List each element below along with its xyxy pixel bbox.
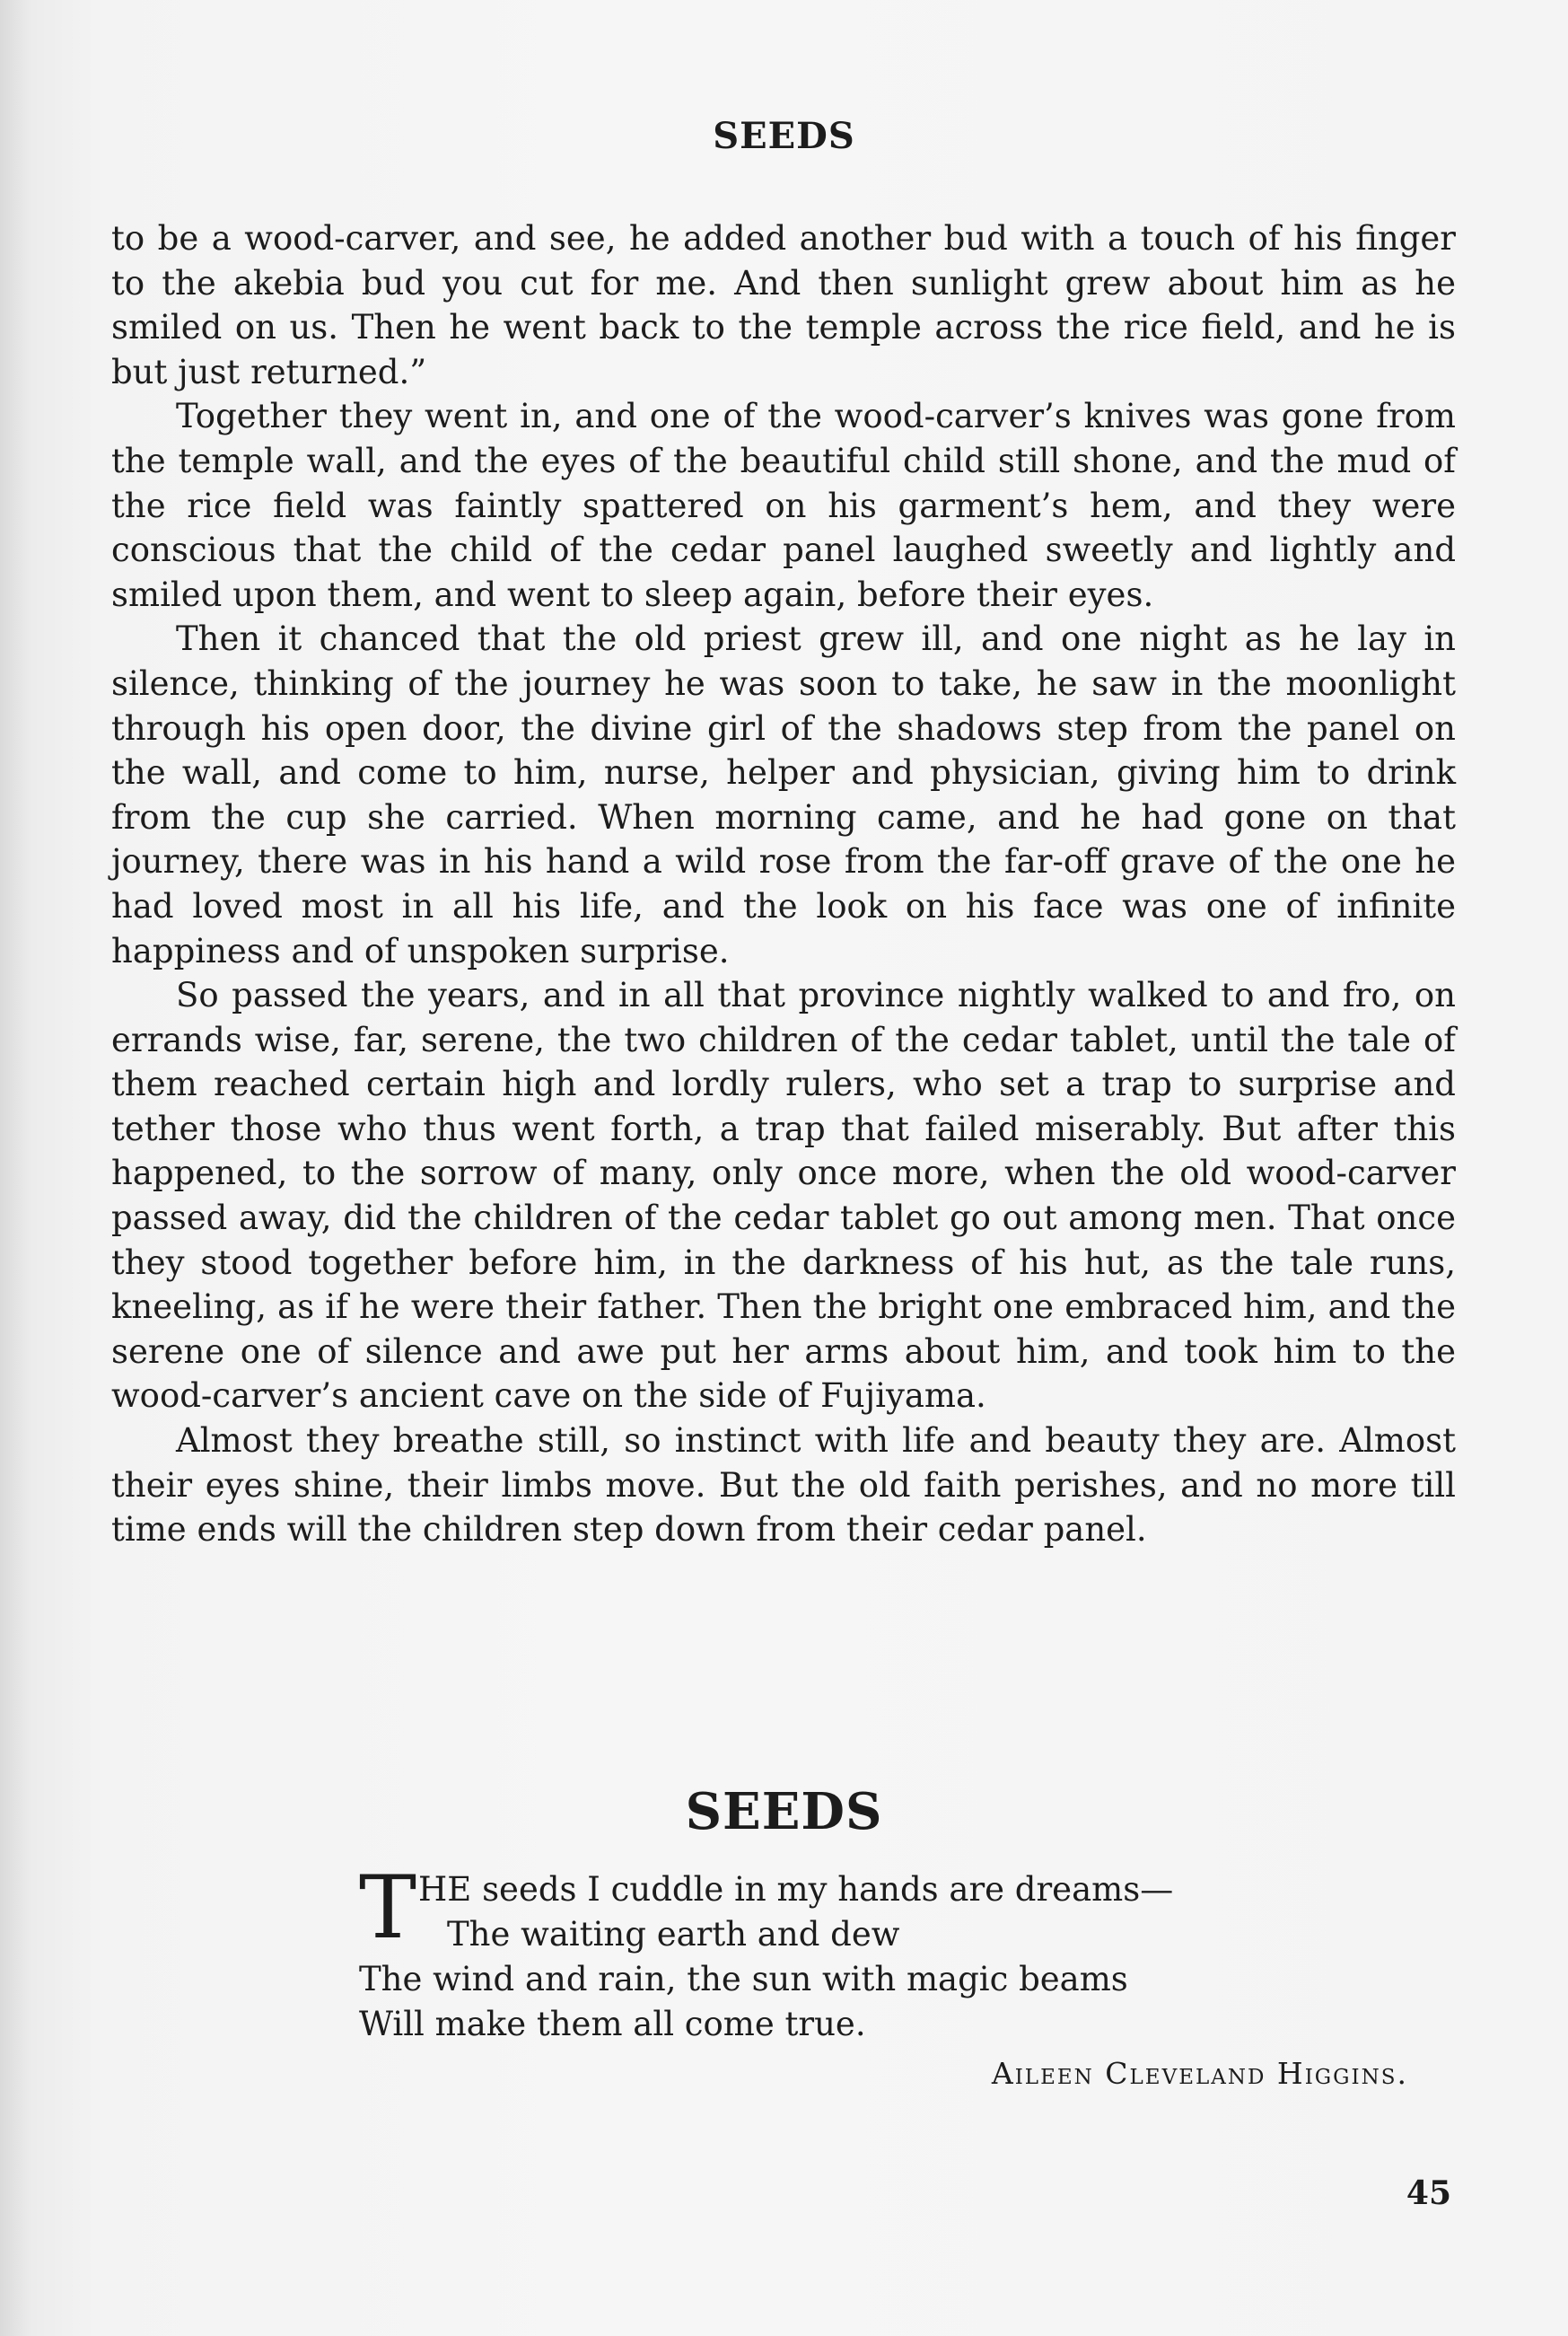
poem-author: Aileen Cleveland Higgins. — [991, 2056, 1408, 2091]
paragraph: to be a wood-carver, and see, he added another bud with a touch of his finger to the akebia bud you cut for me. And then sunlight grew about him as he smiled on us. Then he went back to the temple across the rice field, and he is but just returned.” — [111, 219, 1456, 391]
paragraph: Then it chanced that the old priest grew ill, and one night as he lay in silence, thinking of the journey he was soon to take, he saw in the moonlight through his open door, the divine girl of the shadows step from the panel on the wall, and come to him, nurse, helper and physician, giving him to drink from the cup she carried. When morning came, and he had gone on that journey, there was in his hand a wild rose from the far-off grave of the one he had loved most in all his life, and the look on his face was one of infinite happiness and of unspoken surprise. — [111, 619, 1456, 970]
paragraph: So passed the years, and in all that province nightly walked to and fro, on errands wise, far, serene, the two children of the cedar tablet, until the tale of them reached certain high and lordly rulers, who set a trap to surprise and tether those who thus went forth, a trap that failed miserably. But after this happened, to the sorrow of many, only once more, when the old wood-carver passed away, did the children of the cedar tablet go out among men. That once they stood together before him, in the darkness of his hut, as the tale runs, kneeling, as if he were their father. Then the bright one embraced him, and the serene one of silence and awe put her arms about him, and took him to the wood-carver’s ancient cave on the side of Fujiyama. — [111, 976, 1456, 1416]
poem-line: The waiting earth and dew — [447, 1915, 900, 1954]
page-number: 45 — [1406, 2174, 1451, 2212]
running-head: SEEDS — [713, 115, 855, 157]
poem-title: SEEDS — [685, 1782, 883, 1841]
poem-line: HE seeds I cuddle in my hands are dreams— — [418, 1870, 1174, 1909]
paragraph: Almost they breathe still, so instinct with life and beauty they are. Almost their eyes shine, their limbs move. But the old faith perishes, and no more till time ends will the children step down from their cedar panel. — [111, 1421, 1456, 1550]
drop-cap: T — [359, 1857, 417, 1958]
poem — [359, 1857, 1436, 2047]
paragraph: Together they went in, and one of the wood-carver’s knives was gone from the temple wall, and the eyes of the beautiful child still shone, and the mud of the rice field was faintly spattered on his garment’s hem, and they were conscious that the child of the cedar panel laughed sweetly and lightly and smiled upon them, and went to sleep again, before their eyes. — [111, 397, 1456, 614]
poem-line: Will make them all come true. — [359, 2005, 866, 2043]
poem-line: The wind and rain, the sun with magic beams — [359, 1960, 1128, 1998]
story-text — [111, 216, 1456, 1552]
poem-first-stanza-opening — [359, 1857, 1436, 1958]
